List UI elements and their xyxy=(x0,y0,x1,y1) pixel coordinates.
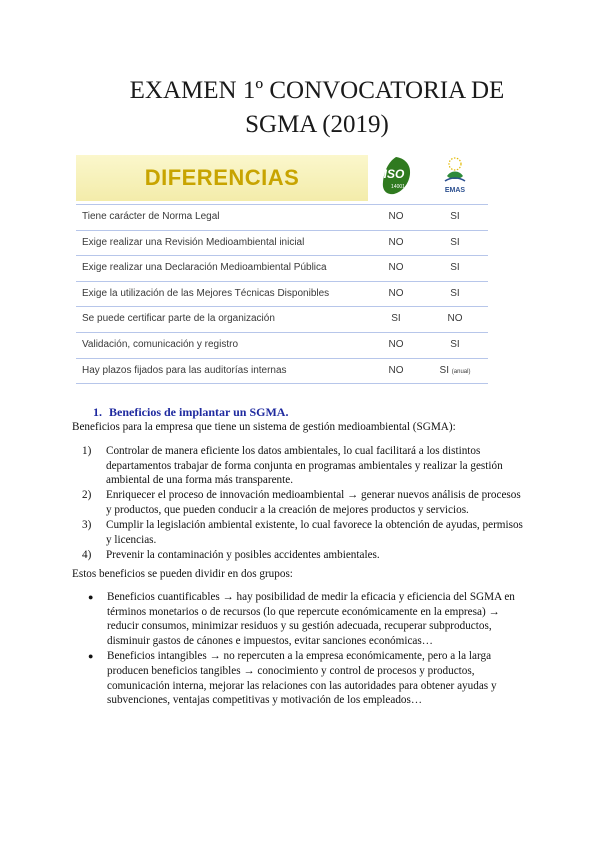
list-item xyxy=(82,444,532,488)
comparison-row xyxy=(76,256,488,282)
row-emas-cell xyxy=(426,262,484,273)
row-emas-value: SI xyxy=(450,338,460,350)
comparison-heading: DIFERENCIAS xyxy=(76,155,368,201)
row-label: Exige realizar una Revisión Medioambiental inicial xyxy=(82,236,305,248)
section-number: 1. xyxy=(93,405,102,419)
row-iso-value: NO xyxy=(388,287,404,299)
row-emas-cell xyxy=(426,313,484,324)
bullet-list xyxy=(86,590,536,709)
bullet-item-line: comunicación interna, mejorar las relaciones con las autoridades para obtener ayudas y xyxy=(107,679,497,692)
title-line-2: SGMA (2019) xyxy=(245,111,389,138)
bullet-item-line: Beneficios cuantificables → hay posibilidad de medir la eficacia y eficiencia del SGMA en xyxy=(107,591,515,603)
list-item-line: ambiental de una forma más transparente. xyxy=(106,474,294,487)
row-emas-value: SI xyxy=(450,211,460,222)
list-marker: 3) xyxy=(82,518,92,531)
row-emas-value: SI xyxy=(450,287,460,299)
row-iso-value: NO xyxy=(388,236,404,248)
list-item-line: Controlar de manera eficiente los datos ambientales, lo cual facilitará a los distintos xyxy=(106,445,481,457)
row-emas-note: (anual) xyxy=(451,368,471,375)
comparison-rows xyxy=(76,204,488,384)
list-item xyxy=(82,548,532,563)
comparison-table xyxy=(76,151,488,376)
comparison-row xyxy=(76,333,488,359)
iso-logo-text: ISO xyxy=(383,167,405,181)
emas-logo-text: EMAS xyxy=(444,187,466,194)
row-iso-value: NO xyxy=(388,338,404,350)
row-emas-cell xyxy=(426,339,484,350)
row-emas-cell xyxy=(426,365,484,376)
comparison-row xyxy=(76,231,488,257)
bullet-item-line: Beneficios intangibles → no repercuten a la empresa económicamente, pero a la larga xyxy=(107,650,492,663)
row-emas-value: SI xyxy=(450,236,460,248)
row-emas-cell xyxy=(426,211,484,222)
row-iso-value: NO xyxy=(388,211,404,222)
bullet-item xyxy=(86,649,536,707)
section-title: Beneficios de implantar un SGMA. xyxy=(109,405,289,419)
row-emas-cell xyxy=(426,237,484,248)
row-label: Exige la utilización de las Mejores Técnicas Disponibles xyxy=(82,287,330,299)
list-item xyxy=(82,518,532,547)
list-item-line: Cumplir la legislación ambiental existente, lo cual favorece la obtención de ayudas, permisos xyxy=(106,518,523,531)
row-iso-value: NO xyxy=(388,364,404,376)
comparison-row xyxy=(76,204,488,231)
row-iso-value: NO xyxy=(388,262,404,274)
list-marker: 4) xyxy=(82,548,92,561)
groups-intro: Estos beneficios se pueden dividir en dos grupos: xyxy=(72,568,293,580)
row-emas-cell xyxy=(426,288,484,299)
list-item-line: Enriquecer el proceso de innovación medioambiental → generar nuevos análisis de procesos xyxy=(106,489,521,502)
list-item-line: Prevenir la contaminación y posibles accidentes ambientales. xyxy=(106,548,380,561)
row-label: Se puede certificar parte de la organización xyxy=(82,313,275,325)
bullet-item-line: reducir consumos, minimizar residuos y su gestión adecuada, recuperar subproductos, xyxy=(107,620,492,633)
comparison-row xyxy=(76,359,488,385)
list-marker: 1) xyxy=(82,445,92,457)
iso-logo-sub: 14001 xyxy=(391,184,405,190)
row-label: Validación, comunicación y registro xyxy=(82,338,239,350)
list-item-line: y licencias. xyxy=(106,533,157,546)
bullet-item-line: subvenciones, ventajas competitivas y motivación de los empleados… xyxy=(107,694,423,707)
list-item xyxy=(82,488,532,517)
section-intro: Beneficios para la empresa que tiene un sistema de gestión medioambiental (SGMA): xyxy=(72,421,456,433)
comparison-row xyxy=(76,282,488,308)
emas-stars-icon xyxy=(431,154,479,188)
emas-logo xyxy=(431,154,479,202)
list-item-line: y productos, que pueden conducir a la creación de mejores productos y servicios. xyxy=(106,503,469,516)
list-item-line: departamentos trabajar de forma conjunta en programas ambientales y realizar la gestión xyxy=(106,459,503,472)
row-emas-value: SI xyxy=(439,364,449,376)
list-marker: 2) xyxy=(82,489,92,502)
comparison-header xyxy=(76,151,488,204)
bullet-dot-icon: ● xyxy=(88,651,94,662)
bullet-dot-icon: ● xyxy=(88,592,94,602)
row-emas-value: SI xyxy=(450,262,460,274)
row-label: Exige realizar una Declaración Medioambiental Pública xyxy=(82,262,327,274)
bullet-item xyxy=(86,590,536,648)
numbered-list xyxy=(82,444,532,563)
bullet-item-line: términos monetarios o de recursos (lo que repercute económicamente en la empresa) → xyxy=(107,605,500,618)
row-iso-value: SI xyxy=(391,313,401,325)
row-label: Hay plazos fijados para las auditorías internas xyxy=(82,364,287,376)
row-label: Tiene carácter de Norma Legal xyxy=(82,211,220,222)
document-title xyxy=(0,74,600,142)
comparison-row xyxy=(76,307,488,333)
bullet-item-line: producen beneficios tangibles → conocimiento y control de procesos y productos, xyxy=(107,664,475,677)
section-heading xyxy=(93,405,288,420)
row-emas-value: NO xyxy=(447,313,463,325)
title-line-1: EXAMEN 1º CONVOCATORIA DE xyxy=(129,77,505,104)
iso-14001-logo xyxy=(374,154,418,198)
bullet-item-line: disminuir gastos de cánones e impuestos, evitar sanciones económicas… xyxy=(107,634,433,647)
